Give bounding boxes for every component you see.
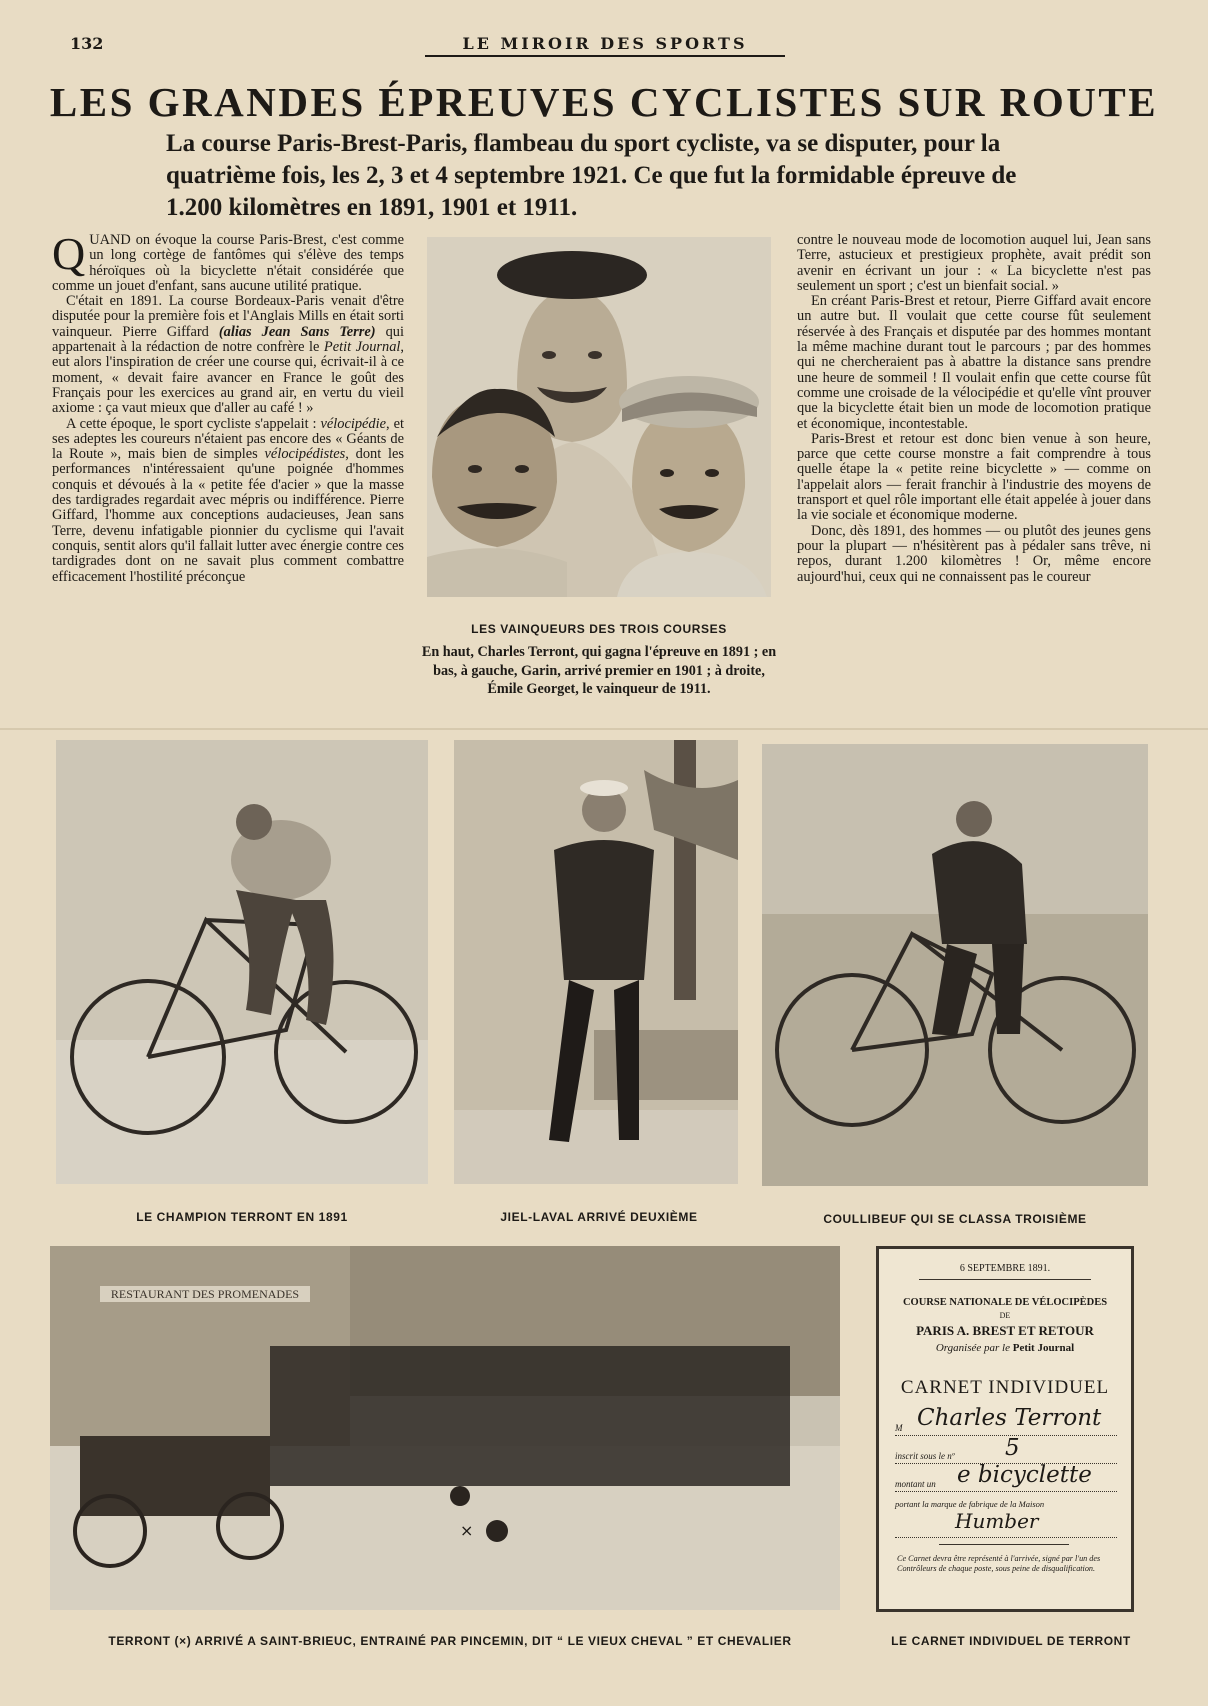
street-photo-caption: TERRONT (×) ARRIVÉ A SAINT-BRIEUC, ENTRAINÉ PAR PINCEMIN, DIT “ LE VIEUX CHEVAL ” ET CHEVALIER (108, 1634, 792, 1648)
paragraph-4: contre le nouveau mode de locomotion auquel lui, Jean sans Terre, astucieux et prestigieux prophète, avait prédit son avenir en écrivant un jour : « La bicyclette n'est pas seulement un sport ; c'est un bienfait social. » (797, 233, 1151, 294)
paragraph-2: C'était en 1891. La course Bordeaux-Paris venait d'être disputée pour la première fois et l'Anglais Mills en était sorti vainqueur. Pierre Giffard (alias Jean Sans Terre) qui appartenait à la rédaction de notre confrère le Petit Journal, eut alors l'inspiration de créer une course qui, écrivait-il à ce moment, « devait faire avancer en France le goût des Français pour les exercices au grand air, en vertu du vieil axiome : ça vaut mieux que d'aller au café ! » (52, 293, 404, 417)
carnet-date: 6 SEPTEMBRE 1891. (959, 1263, 1051, 1274)
winners-portrait-photo (427, 237, 771, 597)
article-subtitle: La course Paris-Brest-Paris, flambeau du sport cycliste, va se disputer, pour la quatrième fois, les 2, 3 et 4 septembre 1921. Ce que fut la formidable épreuve de 1.200 kilomètres en 1891, 1901 et 1911. (166, 130, 1017, 221)
carnet-name-row: M Charles Terront (895, 1409, 1117, 1436)
carnet-machine: e bicyclette (957, 1462, 1092, 1488)
saint-brieuc-street-photo (50, 1246, 840, 1610)
article-title: LES GRANDES ÉPREUVES CYCLISTES SUR ROUTE (49, 79, 1159, 125)
carnet-note: Ce Carnet devra être représenté à l'arrivée, signé par l'un des Contrôleurs de chaque poste, sous peine de disqualification. (897, 1554, 1101, 1573)
carnet-caption: LE CARNET INDIVIDUEL DE TERRONT (891, 1634, 1131, 1648)
drop-cap: Q (52, 233, 86, 279)
terront-marker: × (460, 1521, 474, 1540)
photo2-caption: JIEL-LAVAL ARRIVÉ DEUXIÈME (500, 1210, 698, 1224)
carnet-machine-row: montant un e bicyclette (895, 1469, 1117, 1492)
carnet-line3: PARIS A. BREST ET RETOUR (916, 1323, 1094, 1338)
article-column-3 (797, 233, 1151, 713)
carnet-line2: DE (999, 1311, 1011, 1320)
carnet-rule (919, 1279, 1091, 1280)
carnet-line4: Organisée par le Petit Journal (935, 1342, 1075, 1354)
article-column-1 (52, 233, 404, 713)
photo1-caption: LE CHAMPION TERRONT EN 1891 (136, 1210, 348, 1224)
terront-cycling-photo (56, 740, 428, 1184)
winners-caption-title: LES VAINQUEURS DES TROIS COURSES (471, 622, 727, 636)
restaurant-sign-text: RESTAURANT DES PROMENADES (110, 1287, 300, 1301)
coullibeuf-cycling-photo (762, 744, 1148, 1186)
carnet-maker: Humber (955, 1509, 1039, 1533)
carnet-heading: CARNET INDIVIDUEL (900, 1377, 1110, 1398)
carnet-number: 5 (1005, 1435, 1020, 1461)
carnet-number-row: inscrit sous le nº 5 (895, 1441, 1117, 1464)
paragraph-7: Donc, dès 1891, des hommes — ou plutôt des jeunes gens pour la plupart — n'hésitèrent pas à pédaler sans trêve, ni repos, durant 1.200 kilomètres ! Or, même encore aujourd'hui, ceux qui ne connaissent pas le coureur (797, 522, 1151, 585)
carnet-rule-2 (939, 1544, 1069, 1545)
carnet-maker-row: portant la marque de fabrique de la Maison Humber (895, 1497, 1117, 1538)
paragraph-5: En créant Paris-Brest et retour, Pierre Giffard avait encore un autre but. Il voulait que cette course fût seulement réservée à des Français et disputée par des hommes montant la même machine durant tout le parcours ; par des hommes qui ne chercheraient pas à abattre la distance sans prendre une heure de sommeil ! Il voulait enfin que cette course fût comme une croisade de la vélocipédie et qu'elle vînt prouver que la bicyclette était bien un mode de locomotion pratique et économique, incontestable. (797, 293, 1151, 432)
carnet-name: Charles Terront (917, 1405, 1102, 1431)
jiel-laval-photo (454, 740, 738, 1184)
photo3-caption: COULLIBEUF QUI SE CLASSA TROISIÈME (823, 1212, 1087, 1226)
paragraph-3: A cette époque, le sport cycliste s'appelait : vélocipédie, et ses adeptes les coureurs n'étaient pas encore des « Géants de la Route », mais bien de simples vélocipédistes, dont les performances n'intéressaient qu'une poignée d'hommes conquis et dévoués à la « petite fée d'acier » que la masse des tardigrades regardait avec mépris ou indifférence. Pierre Giffard, l'homme aux conceptions audacieuses, Jean sans Terre, devenu infatigable pionnier du cyclisme qui l'avait conquis, sentit alors qu'il fallait lutter avec énergie contre ces tardigrades dont on ne savait plus comment combattre efficacement l'hostilité préconçue (52, 415, 404, 585)
page-number: 132 (70, 34, 104, 53)
section-divider (0, 728, 1208, 730)
carnet-line1: COURSE NATIONALE DE VÉLOCIPÈDES (902, 1297, 1108, 1308)
winners-caption-body: En haut, Charles Terront, qui gagna l'épreuve en 1891 ; en bas, à gauche, Garin, arrivé premier en 1901 ; à droite, Émile Georget, le vainqueur de 1911. (421, 644, 777, 697)
paragraph-1: QUAND on évoque la course Paris-Brest, c'est comme un long cortège de fantômes qui s'élève des temps héroïques où la bicyclette n'était considérée que comme un jouet d'enfant, sans aucune utilité pratique. (52, 233, 404, 294)
carnet-individuel (876, 1246, 1134, 1612)
magazine-masthead: LE MIROIR DES SPORTS (425, 34, 785, 57)
paragraph-6: Paris-Brest et retour est donc bien venue à son heure, parce que cette course monstre a fait comprendre à tous quelle étape la « petite reine bicyclette » — comme on l'appelait alors — ferait franchir à l'industrie des moyens de transport et quel rôle important elle était appelée à jouer dans la vie sociale et économique moderne. (797, 430, 1151, 524)
